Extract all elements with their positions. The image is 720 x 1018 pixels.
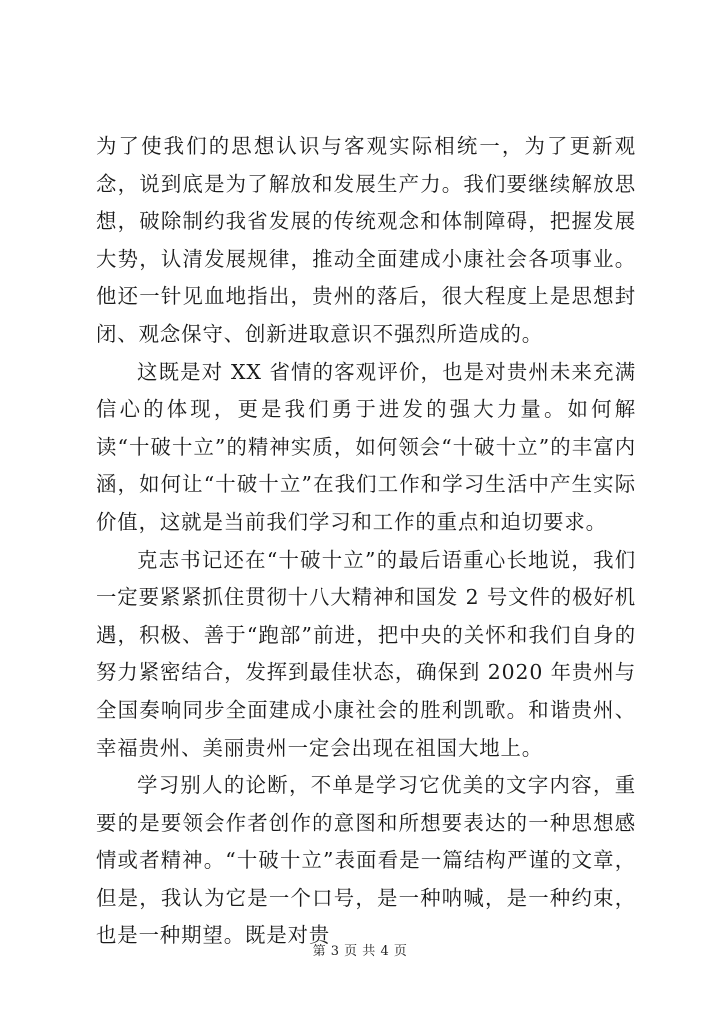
document-body (96, 128, 636, 955)
paragraph: 为了使我们的思想认识与客观实际相统一，为了更新观念，说到底是为了解放和发展生产力。我们要继续解放思想，破除制约我省发展的传统观念和体制障碍，把握发展大势，认清发展规律，推动全面建成小康社会各项事业。他还一针见血地指出，贵州的落后，很大程度上是思想封闭、观念保守、创新进取意识不强烈所造成的。 (96, 134, 636, 346)
paragraph: 这既是对 XX 省情的客观评价，也是对贵州未来充满信心的体现，更是我们勇于进发的强大力量。如何解读“十破十立”的精神实质，如何领会“十破十立”的丰富内涵，如何让“十破十立”在我们工作和学习生活中产生实际价值，这就是当前我们学习和工作的重点和迫切要求。 (96, 359, 636, 534)
paragraph: 学习别人的论断，不单是学习它优美的文字内容，重要的是要领会作者创作的意图和所想要表达的一种思想感情或者精神。“十破十立”表面看是一篇结构严谨的文章，但是，我认为它是一个口号，是一种呐喊，是一种约束，也是一种期望。既是对贵 (96, 773, 636, 948)
paragraph: 克志书记还在“十破十立”的最后语重心长地说，我们一定要紧紧抓住贯彻十八大精神和国发 2 号文件的极好机遇，积极、善于“跑部”前进，把中央的关怀和我们自身的努力紧密结合，发挥到最佳状态，确保到 2020 年贵州与全国奏响同步全面建成小康社会的胜利凯歌。和谐贵州、幸福贵州、美丽贵州一定会出现在祖国大地上。 (96, 547, 636, 760)
page-number-footer: 第 3 页 共 4 页 (312, 944, 408, 959)
